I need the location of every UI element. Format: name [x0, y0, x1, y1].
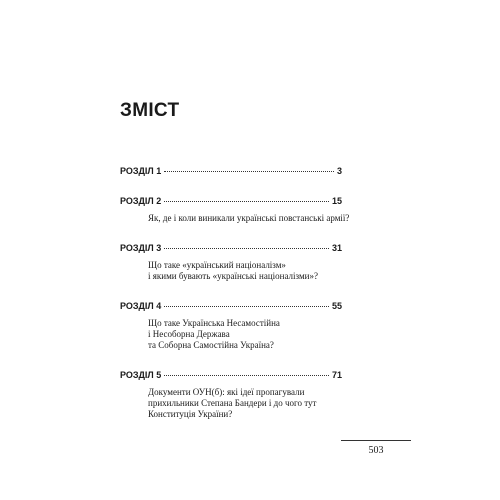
toc-heading: ЗМІСТ	[120, 100, 180, 121]
toc-entry-line	[120, 301, 342, 312]
chapter-page-number: 15	[331, 196, 342, 206]
dot-leader	[164, 306, 329, 307]
chapter-description-line: та Соборна Самостійна Україна?	[148, 340, 274, 350]
chapter-label: РОЗДІЛ 3	[120, 243, 162, 253]
table-of-contents	[120, 166, 350, 439]
chapter-label: РОЗДІЛ 2	[120, 196, 162, 206]
footer-rule	[341, 440, 411, 441]
chapter-page-number: 31	[331, 243, 342, 253]
dot-leader	[164, 201, 329, 202]
chapter-description-line: Конституція України?	[148, 409, 233, 419]
chapter-label: РОЗДІЛ 1	[120, 166, 162, 176]
toc-entry-line	[120, 196, 342, 207]
chapter-description-line: Документи ОУН(б): які ідеї пропагували	[148, 387, 305, 397]
chapter-description-line: прихильники Степана Бандери і до чого тут	[148, 398, 317, 408]
chapter-description-line: Що таке «український націоналізм»	[148, 260, 286, 270]
chapter-description	[148, 213, 350, 224]
toc-entry-line	[120, 243, 342, 254]
dot-leader	[164, 248, 329, 249]
chapter-description-line: і Несоборна Держава	[148, 329, 230, 339]
chapter-description	[148, 318, 342, 351]
chapter-description-line: Що таке Українська Несамостійна	[148, 318, 280, 328]
toc-entry-chapter-3[interactable]	[120, 243, 342, 282]
toc-entry-line	[120, 166, 342, 177]
chapter-page-number: 71	[331, 370, 342, 380]
chapter-page-number: 3	[336, 166, 342, 176]
dot-leader	[164, 171, 334, 172]
chapter-label: РОЗДІЛ 5	[120, 370, 162, 380]
toc-entry-chapter-4[interactable]	[120, 301, 342, 351]
page-number: 503	[368, 445, 384, 456]
toc-entry-chapter-2[interactable]	[120, 196, 350, 224]
toc-entry-chapter-5[interactable]	[120, 370, 342, 420]
chapter-description-line: і якими бувають «українські націоналізми»?	[148, 271, 318, 281]
chapter-label: РОЗДІЛ 4	[120, 301, 162, 311]
chapter-page-number: 55	[331, 301, 342, 311]
chapter-description	[148, 387, 342, 420]
chapter-description	[148, 260, 342, 282]
chapter-description-line: Як, де і коли виникали українські повстанські армії?	[148, 213, 350, 223]
dot-leader	[164, 375, 329, 376]
toc-entry-chapter-1[interactable]	[120, 166, 342, 177]
toc-entry-line	[120, 370, 342, 381]
